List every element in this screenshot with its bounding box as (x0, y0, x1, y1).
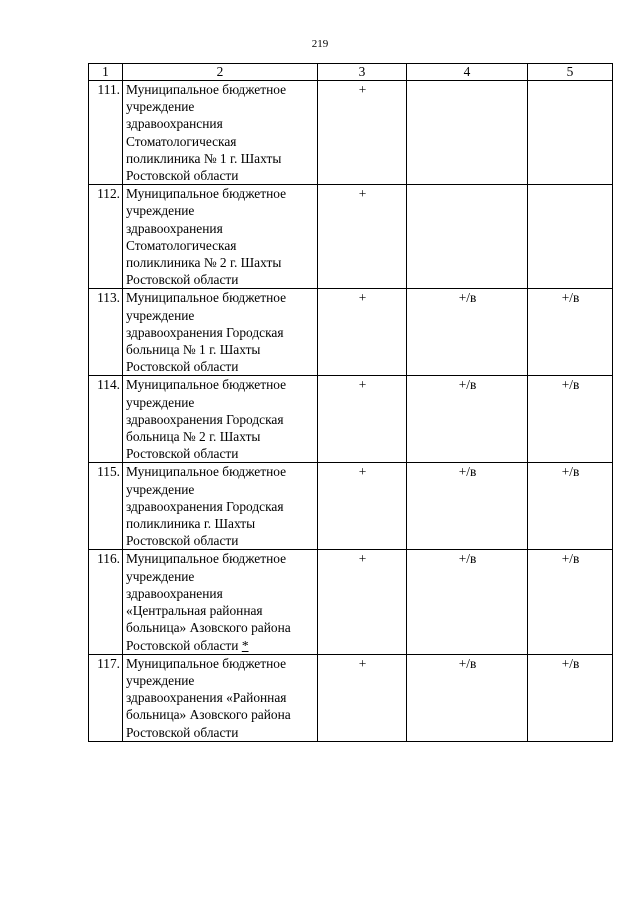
mark-cell-c3: + (318, 81, 407, 185)
table-row (89, 654, 613, 741)
institution-name-line (126, 532, 315, 549)
institution-name-line (126, 585, 315, 602)
institution-name-line (126, 185, 315, 202)
institution-name-line (126, 150, 315, 167)
institution-name-text: Ростовской области (126, 724, 239, 740)
mark-cell-c4: +/в (407, 376, 528, 463)
institution-name-line (126, 428, 315, 445)
institution-name-line (126, 271, 315, 288)
header-cell-1: 1 (89, 64, 123, 81)
institution-name-line (126, 202, 315, 219)
institution-name-text: здравоохранения (126, 220, 223, 236)
institution-name-text: Ростовской области (126, 446, 239, 462)
institution-name-text: «Центральная районная (126, 603, 263, 619)
header-cell-5: 5 (528, 64, 613, 81)
institution-name-text: Ростовской области (126, 637, 239, 653)
footnote-mark: * (241, 637, 249, 653)
mark-cell-c5: +/в (528, 376, 613, 463)
institution-name-text: больница» Азовского района (126, 707, 291, 723)
table-row (89, 185, 613, 289)
mark-cell-c4: +/в (407, 550, 528, 654)
mark-cell-c4 (407, 185, 528, 289)
mark-cell-c4: +/в (407, 289, 528, 376)
institution-name-text: учреждение (126, 568, 195, 584)
institution-name-line (126, 341, 315, 358)
institution-name-line (126, 115, 315, 132)
table-row (89, 289, 613, 376)
institution-name-line (126, 81, 315, 98)
mark-cell-c4: +/в (407, 654, 528, 741)
institution-name-text: больница № 2 г. Шахты (126, 429, 261, 445)
institution-name-line (126, 445, 315, 462)
institution-name-cell (123, 81, 318, 185)
institution-name-line (126, 481, 315, 498)
institution-name-text: Муниципальное бюджетное (126, 655, 287, 671)
institution-name-text: поликлиника № 2 г. Шахты (126, 255, 282, 271)
mark-cell-c3: + (318, 376, 407, 463)
mark-cell-c5: +/в (528, 463, 613, 550)
institution-name-line (126, 133, 315, 150)
mark-cell-c5: +/в (528, 550, 613, 654)
institution-name-line (126, 568, 315, 585)
institution-name-text: здравоохранения Городская (126, 324, 284, 340)
institution-name-line (126, 498, 315, 515)
header-cell-2: 2 (123, 64, 318, 81)
institution-name-text: учреждение (126, 394, 195, 410)
institution-name-text: Муниципальное бюджетное (126, 82, 287, 97)
table-row (89, 81, 613, 185)
institution-name-text: Муниципальное бюджетное (126, 464, 287, 480)
institution-name-line (126, 706, 315, 723)
mark-cell-c5: +/в (528, 289, 613, 376)
institution-name-line (126, 411, 315, 428)
institution-name-text: Муниципальное бюджетное (126, 186, 287, 202)
institution-name-text: больница № 1 г. Шахты (126, 342, 261, 358)
institution-name-text: Ростовской области (126, 272, 239, 288)
institution-name-line (126, 376, 315, 393)
table-row (89, 376, 613, 463)
institution-name-text: здравоохранения Городская (126, 411, 284, 427)
institution-name-line (126, 619, 315, 636)
mark-cell-c3: + (318, 654, 407, 741)
institution-name-line (126, 724, 315, 741)
table-row (89, 463, 613, 550)
institution-name-line (126, 98, 315, 115)
institution-name-text: больница» Азовского района (126, 620, 291, 636)
mark-cell-c5 (528, 81, 613, 185)
institution-name-text: здравоохранения Городская (126, 498, 284, 514)
institution-name-text: поликлиника г. Шахты (126, 516, 256, 532)
institution-name-cell (123, 376, 318, 463)
mark-cell-c3: + (318, 550, 407, 654)
institution-name-text: учреждение (126, 203, 195, 219)
mark-cell-c3: + (318, 463, 407, 550)
institution-name-cell (123, 654, 318, 741)
institution-name-text: учреждение (126, 672, 195, 688)
row-number-cell: 113. (89, 289, 123, 376)
mark-cell-c5 (528, 185, 613, 289)
institution-name-cell (123, 289, 318, 376)
institution-name-line (126, 689, 315, 706)
row-number-cell: 117. (89, 654, 123, 741)
institution-name-text: Муниципальное бюджетное (126, 290, 287, 306)
institution-name-text: учреждение (126, 481, 195, 497)
table-header-row (89, 64, 613, 81)
row-number-cell: 111. (89, 81, 123, 185)
institution-name-line (126, 237, 315, 254)
institution-name-text: здравоохранения «Районная (126, 690, 287, 706)
institution-name-text: Ростовской области (126, 168, 239, 184)
institution-name-line (126, 254, 315, 271)
institution-name-line (126, 324, 315, 341)
institution-name-line (126, 602, 315, 619)
institution-name-text: здравоохрансния (126, 116, 223, 132)
institution-name-line (126, 307, 315, 324)
institution-name-line (126, 463, 315, 480)
institution-name-line (126, 672, 315, 689)
institution-name-line (126, 637, 315, 654)
table-row (89, 550, 613, 654)
facilities-table (88, 63, 613, 742)
row-number-cell: 116. (89, 550, 123, 654)
row-number-cell: 115. (89, 463, 123, 550)
header-cell-4: 4 (407, 64, 528, 81)
institution-name-text: Ростовской области (126, 533, 239, 549)
mark-cell-c5: +/в (528, 654, 613, 741)
institution-name-text: Муниципальное бюджетное (126, 377, 287, 393)
mark-cell-c3: + (318, 185, 407, 289)
mark-cell-c3: + (318, 289, 407, 376)
institution-name-text: учреждение (126, 307, 195, 323)
institution-name-text: здравоохранения (126, 585, 223, 601)
institution-name-line (126, 550, 315, 567)
row-number-cell: 114. (89, 376, 123, 463)
institution-name-text: Стоматологическая (126, 237, 237, 253)
institution-name-line (126, 289, 315, 306)
institution-name-text: Ростовской области (126, 359, 239, 375)
institution-name-text: поликлиника № 1 г. Шахты (126, 150, 282, 166)
institution-name-line (126, 358, 315, 375)
row-number-cell: 112. (89, 185, 123, 289)
institution-name-text: Муниципальное бюджетное (126, 551, 287, 567)
institution-name-line (126, 515, 315, 532)
institution-name-line (126, 167, 315, 184)
mark-cell-c4 (407, 81, 528, 185)
institution-name-text: Стоматологическая (126, 133, 237, 149)
institution-name-line (126, 655, 315, 672)
institution-name-cell (123, 550, 318, 654)
institution-name-cell (123, 463, 318, 550)
institution-name-line (126, 394, 315, 411)
header-cell-3: 3 (318, 64, 407, 81)
page-number: 219 (311, 38, 329, 50)
institution-name-cell (123, 185, 318, 289)
institution-name-text: учреждение (126, 99, 195, 115)
institution-name-line (126, 220, 315, 237)
mark-cell-c4: +/в (407, 463, 528, 550)
